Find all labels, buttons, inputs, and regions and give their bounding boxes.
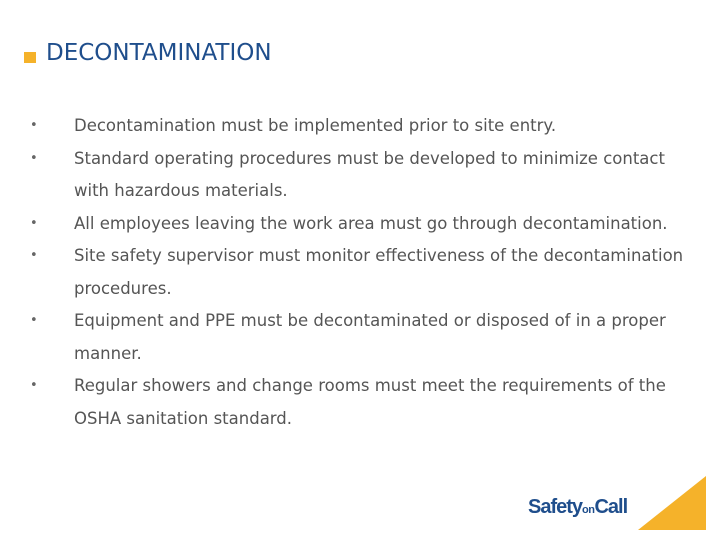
corner-triangle-shape — [638, 476, 706, 530]
logo-text-on: on — [582, 504, 595, 516]
bullet-icon: • — [30, 118, 38, 133]
safety-on-call-logo — [528, 496, 627, 519]
bullet-icon: • — [30, 313, 38, 328]
bullet-item — [30, 240, 690, 305]
bullet-item — [30, 143, 690, 208]
bullet-item — [30, 370, 690, 435]
bullet-icon: • — [30, 215, 38, 231]
bullet-text: Equipment and PPE must be decontaminated or disposed of in a proper manner. — [74, 311, 666, 363]
bullet-item — [30, 305, 690, 370]
slide-title: DECONTAMINATION — [46, 40, 272, 66]
bullet-text: Site safety supervisor must monitor effectiveness of the decontamination procedures. — [74, 246, 684, 298]
corner-triangle-icon — [638, 476, 706, 530]
bullet-item — [30, 110, 690, 143]
bullet-text: Decontamination must be implemented prior to site entry. — [74, 116, 557, 135]
bullet-text: Standard operating procedures must be developed to minimize contact with hazardous materials. — [74, 148, 665, 200]
logo-text-call: Call — [594, 496, 628, 518]
bullet-icon: • — [30, 248, 38, 263]
logo-text-safety: Safety — [528, 496, 583, 518]
bullet-item — [30, 208, 690, 241]
bullet-text: All employees leaving the work area must go through decontamination. — [74, 213, 668, 233]
bullet-list — [30, 110, 690, 435]
bullet-icon: • — [30, 378, 38, 393]
bullet-icon: • — [30, 150, 38, 166]
bullet-text: Regular showers and change rooms must meet the requirements of the OSHA sanitation standard. — [74, 376, 666, 428]
title-accent-square — [24, 52, 36, 63]
